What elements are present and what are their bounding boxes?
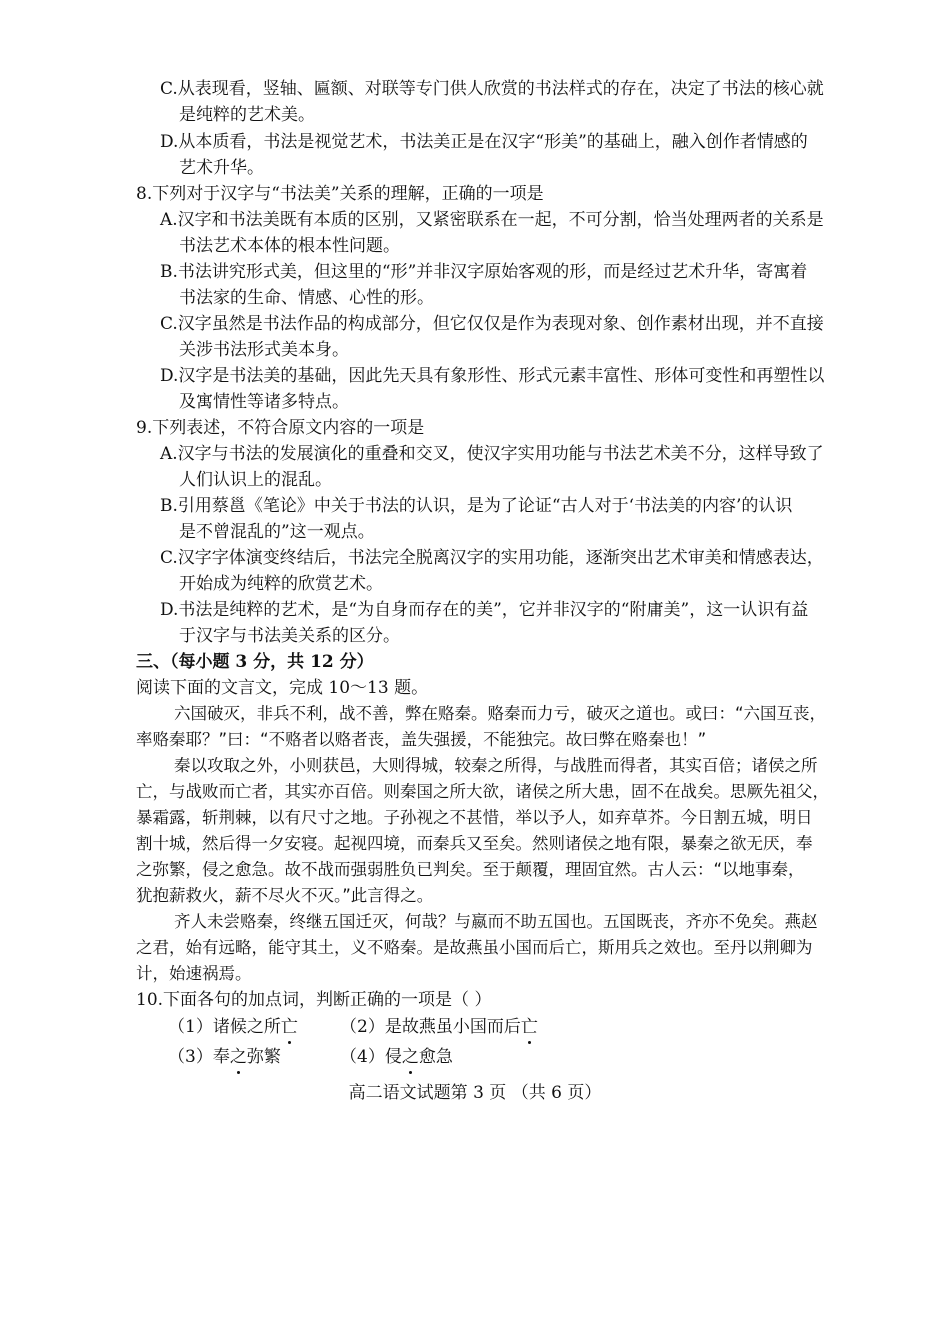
passage-p3-line3: 计，始速祸焉。	[136, 964, 252, 983]
passage-p2-line2: 亡，与战败而亡者，其实亦百倍。则秦国之所大欲，诸侯之所大患，固不在战矣。思厥先祖父，	[136, 782, 829, 801]
q10-item-2-dotted-word: 亡	[521, 1014, 538, 1040]
q10-item-3-text-end: 弥繁	[246, 1047, 281, 1067]
q8-stem: 8.下列对于汉字与“书法美”关系的理解，正确的一项是	[136, 184, 544, 204]
page-footer: 高二语文试题第 3 页 （共 6 页）	[348, 1083, 602, 1103]
passage-p2-line1: 秦以攻取之外，小则获邑，大则得城，较秦之所得，与战胜而得者，其实百倍；诸侯之所	[174, 756, 818, 775]
q10-item-2-text: （2）是故燕虽小国而后	[340, 1017, 521, 1037]
q9-option-a-line1: A.汉字与书法的发展演化的重叠和交叉，使汉字实用功能与书法艺术美不分，这样导致了	[160, 444, 824, 464]
q10-item-3	[168, 1044, 281, 1070]
q8-option-c-line2: 关涉书法形式美本身。	[179, 340, 349, 360]
q8-option-c-line1: C.汉字虽然是书法作品的构成部分，但它仅仅是作为表现对象、创作素材出现，并不直接	[160, 314, 824, 334]
q9-option-d-line1: D.书法是纯粹的艺术，是“为自身而存在的美”，它并非汉字的“附庸美”，这一认识有益	[160, 600, 809, 620]
q10-item-1-text: （1）诸候之所	[168, 1017, 281, 1037]
q8-option-a-line2: 书法艺术本体的根本性问题。	[179, 236, 400, 256]
passage-p3-line2: 之君，始有远略，能守其土，义不赂秦。是故燕虽小国而后亡，斯用兵之效也。至丹以荆卿为	[136, 938, 813, 957]
q8-option-b-line1: B.书法讲究形式美，但这里的“形”并非汉字原始客观的形，而是经过艺术升华，寄寓着	[160, 262, 808, 282]
q9-stem: 9.下列表述，不符合原文内容的一项是	[136, 418, 425, 438]
q10-item-2	[340, 1014, 538, 1040]
q10-item-4-text: （4）侵	[340, 1047, 402, 1067]
q9-option-b-line1: B.引用蔡邕《笔论》中关于书法的认识，是为了论证“古人对于‘书法美的内容’的认识	[160, 496, 793, 516]
q9-option-b-line2: 是不曾混乱的”这一观点。	[179, 522, 375, 542]
section-instruction: 阅读下面的文言文，完成 10～13 题。	[136, 678, 429, 698]
q7-option-d-line2: 艺术升华。	[179, 158, 264, 178]
passage-p2-line4: 割十城，然后得一夕安寝。起视四境，而秦兵又至矣。然则诸侯之地有限，暴秦之欲无厌，奉	[136, 834, 813, 853]
passage-p2-line3: 暴霜露，斩荆棘，以有尺寸之地。子孙视之不甚惜，举以予人，如弃草芥。今日割五城，明日	[136, 808, 813, 827]
q7-option-d-line1: D.从本质看，书法是视觉艺术，书法美正是在汉字“形美”的基础上，融入创作者情感的	[160, 132, 808, 152]
passage-p2-line5: 之弥繁，侵之愈急。故不战而强弱胜负已判矣。至于颠覆，理固宜然。古人云：“以地事秦，	[136, 860, 805, 879]
q7-option-c-line1: C.从表现看，竖轴、匾额、对联等专门供人欣赏的书法样式的存在，决定了书法的核心就	[160, 79, 824, 99]
q10-item-1	[168, 1014, 298, 1040]
q9-option-c-line1: C.汉字字体演变终结后，书法完全脱离汉字的实用功能，逐渐突出艺术审美和情感表达，	[160, 548, 824, 568]
q8-option-d-line2: 及寓情性等诸多特点。	[179, 392, 349, 412]
q7-option-c-line2: 是纯粹的艺术美。	[179, 105, 315, 125]
q10-item-4	[340, 1044, 453, 1070]
q10-stem: 10.下面各句的加点词，判断正确的一项是（ ）	[136, 990, 492, 1010]
q8-option-a-line1: A.汉字和书法美既有本质的区别，又紧密联系在一起，不可分割，恰当处理两者的关系是	[160, 210, 824, 230]
passage-p1-line2: 率赂秦耶？”曰：“不赂者以赂者丧，盖失强援，不能独完。故曰弊在赂秦也！”	[136, 730, 707, 749]
q9-option-c-line2: 开始成为纯粹的欣赏艺术。	[179, 574, 383, 594]
q10-item-1-dotted-word: 亡	[281, 1014, 298, 1040]
passage-p3-line1: 齐人未尝赂秦，终继五国迁灭，何哉？与嬴而不助五国也。五国既丧，齐亦不免矣。燕赵	[174, 912, 818, 931]
q10-item-3-text: （3）奉	[168, 1047, 230, 1067]
passage-p2-line6: 犹抱薪救火，薪不尽火不灭。”此言得之。	[136, 886, 434, 905]
q10-item-4-text-end: 愈急	[418, 1047, 453, 1067]
q10-item-3-dotted-word: 之	[230, 1044, 247, 1070]
q8-option-b-line2: 书法家的生命、情感、心性的形。	[179, 288, 434, 308]
q9-option-d-line2: 于汉字与书法美关系的区分。	[179, 626, 400, 646]
q8-option-d-line1: D.汉字是书法美的基础，因此先天具有象形性、形式元素丰富性、形体可变性和再塑性以	[160, 366, 825, 386]
section-heading: 三、（每小题 3 分，共 12 分）	[136, 652, 374, 672]
passage-p1-line1: 六国破灭，非兵不利，战不善，弊在赂秦。赂秦而力亏，破灭之道也。或曰：“六国互丧，	[174, 704, 827, 723]
q9-option-a-line2: 人们认识上的混乱。	[179, 470, 332, 490]
q10-item-4-dotted-word: 之	[402, 1044, 419, 1070]
